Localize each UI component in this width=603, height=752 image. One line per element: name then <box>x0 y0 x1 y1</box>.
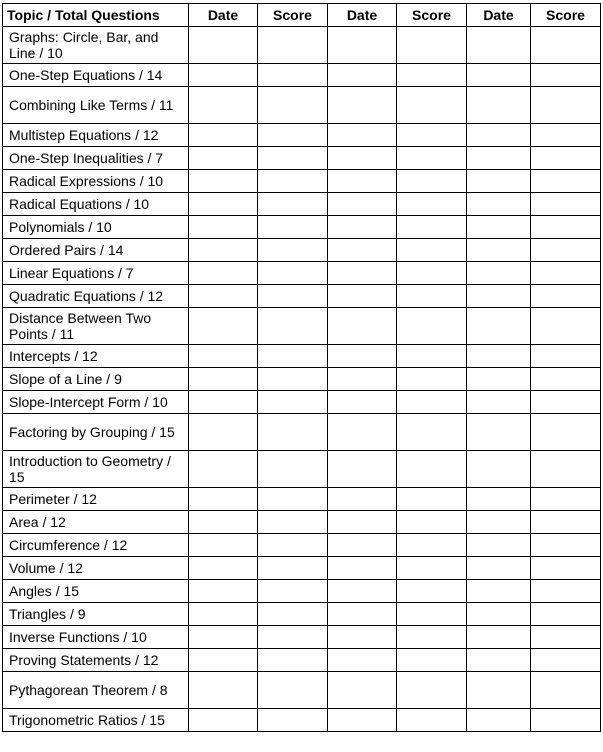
date-cell-1[interactable] <box>189 580 258 603</box>
date-cell-1[interactable] <box>189 239 258 262</box>
table-row <box>3 239 601 262</box>
date-cell-3[interactable] <box>467 534 531 557</box>
table-row <box>3 709 601 732</box>
date-cell-1[interactable] <box>189 87 258 124</box>
topic-cell: Area / 12 <box>3 511 189 534</box>
score-header-3: Score <box>531 4 601 27</box>
header-row <box>3 4 601 27</box>
score-cell-3[interactable] <box>531 534 601 557</box>
date-cell-3[interactable] <box>467 603 531 626</box>
score-cell-1[interactable] <box>258 709 328 732</box>
score-cell-1[interactable] <box>258 580 328 603</box>
date-cell-1[interactable] <box>189 64 258 87</box>
date-cell-3[interactable] <box>467 27 531 64</box>
score-cell-3[interactable] <box>531 216 601 239</box>
topic-cell: Graphs: Circle, Bar, and Line / 10 <box>3 27 189 64</box>
score-cell-2[interactable] <box>397 368 467 391</box>
table-row <box>3 368 601 391</box>
date-cell-2[interactable] <box>328 709 397 732</box>
score-cell-3[interactable] <box>531 580 601 603</box>
date-cell-1[interactable] <box>189 534 258 557</box>
score-cell-2[interactable] <box>397 672 467 709</box>
date-cell-2[interactable] <box>328 580 397 603</box>
score-cell-2[interactable] <box>397 239 467 262</box>
score-cell-2[interactable] <box>397 649 467 672</box>
score-header-1: Score <box>258 4 328 27</box>
score-cell-2[interactable] <box>397 147 467 170</box>
date-cell-1[interactable] <box>189 368 258 391</box>
score-cell-1[interactable] <box>258 534 328 557</box>
topic-cell: Volume / 12 <box>3 557 189 580</box>
score-cell-3[interactable] <box>531 27 601 64</box>
table-row <box>3 87 601 124</box>
score-cell-1[interactable] <box>258 345 328 368</box>
topic-cell: Introduction to Geometry / 15 <box>3 451 189 488</box>
date-cell-3[interactable] <box>467 170 531 193</box>
date-cell-3[interactable] <box>467 147 531 170</box>
score-cell-1[interactable] <box>258 308 328 345</box>
date-cell-3[interactable] <box>467 368 531 391</box>
score-cell-1[interactable] <box>258 239 328 262</box>
score-cell-1[interactable] <box>258 64 328 87</box>
score-cell-1[interactable] <box>258 285 328 308</box>
score-cell-1[interactable] <box>258 451 328 488</box>
score-cell-1[interactable] <box>258 193 328 216</box>
score-cell-3[interactable] <box>531 626 601 649</box>
topic-score-table <box>2 3 601 732</box>
score-cell-2[interactable] <box>397 262 467 285</box>
score-cell-2[interactable] <box>397 285 467 308</box>
date-cell-3[interactable] <box>467 193 531 216</box>
date-cell-1[interactable] <box>189 709 258 732</box>
score-cell-3[interactable] <box>531 511 601 534</box>
score-cell-2[interactable] <box>397 488 467 511</box>
date-cell-3[interactable] <box>467 672 531 709</box>
date-cell-2[interactable] <box>328 87 397 124</box>
score-cell-2[interactable] <box>397 216 467 239</box>
score-cell-2[interactable] <box>397 87 467 124</box>
score-cell-1[interactable] <box>258 216 328 239</box>
score-cell-2[interactable] <box>397 534 467 557</box>
date-cell-1[interactable] <box>189 488 258 511</box>
table-row <box>3 649 601 672</box>
table-row <box>3 557 601 580</box>
date-cell-1[interactable] <box>189 345 258 368</box>
score-header-2: Score <box>397 4 467 27</box>
table-row <box>3 391 601 414</box>
date-cell-3[interactable] <box>467 124 531 147</box>
table-row <box>3 64 601 87</box>
score-cell-1[interactable] <box>258 414 328 451</box>
score-cell-2[interactable] <box>397 193 467 216</box>
table-row <box>3 124 601 147</box>
score-cell-3[interactable] <box>531 649 601 672</box>
score-cell-2[interactable] <box>397 27 467 64</box>
score-cell-3[interactable] <box>531 87 601 124</box>
score-cell-3[interactable] <box>531 451 601 488</box>
topic-cell: Trigonometric Ratios / 15 <box>3 709 189 732</box>
table-row <box>3 603 601 626</box>
date-cell-3[interactable] <box>467 626 531 649</box>
date-cell-1[interactable] <box>189 170 258 193</box>
date-cell-2[interactable] <box>328 451 397 488</box>
table-row <box>3 285 601 308</box>
score-cell-1[interactable] <box>258 124 328 147</box>
topic-cell: Combining Like Terms / 11 <box>3 87 189 124</box>
date-cell-2[interactable] <box>328 557 397 580</box>
table-row <box>3 216 601 239</box>
topic-cell: Factoring by Grouping / 15 <box>3 414 189 451</box>
topic-cell: One-Step Equations / 14 <box>3 64 189 87</box>
score-cell-3[interactable] <box>531 308 601 345</box>
date-cell-3[interactable] <box>467 64 531 87</box>
table-row <box>3 262 601 285</box>
date-cell-1[interactable] <box>189 672 258 709</box>
date-cell-1[interactable] <box>189 626 258 649</box>
date-cell-3[interactable] <box>467 87 531 124</box>
table-row <box>3 308 601 345</box>
score-cell-2[interactable] <box>397 580 467 603</box>
table-row <box>3 27 601 64</box>
score-cell-3[interactable] <box>531 285 601 308</box>
table-row <box>3 345 601 368</box>
score-cell-3[interactable] <box>531 345 601 368</box>
score-cell-3[interactable] <box>531 170 601 193</box>
date-cell-2[interactable] <box>328 285 397 308</box>
date-cell-3[interactable] <box>467 451 531 488</box>
table-row <box>3 451 601 488</box>
score-cell-3[interactable] <box>531 414 601 451</box>
topic-cell: Proving Statements / 12 <box>3 649 189 672</box>
table-row <box>3 147 601 170</box>
date-cell-2[interactable] <box>328 511 397 534</box>
score-cell-2[interactable] <box>397 308 467 345</box>
topic-cell: Slope-Intercept Form / 10 <box>3 391 189 414</box>
date-cell-2[interactable] <box>328 649 397 672</box>
score-cell-1[interactable] <box>258 649 328 672</box>
score-cell-2[interactable] <box>397 391 467 414</box>
score-cell-3[interactable] <box>531 64 601 87</box>
topic-cell: Angles / 15 <box>3 580 189 603</box>
date-cell-2[interactable] <box>328 239 397 262</box>
date-cell-3[interactable] <box>467 488 531 511</box>
date-cell-1[interactable] <box>189 511 258 534</box>
table-row <box>3 672 601 709</box>
date-cell-1[interactable] <box>189 193 258 216</box>
score-cell-1[interactable] <box>258 488 328 511</box>
score-cell-3[interactable] <box>531 239 601 262</box>
score-cell-2[interactable] <box>397 603 467 626</box>
date-cell-2[interactable] <box>328 64 397 87</box>
date-cell-2[interactable] <box>328 124 397 147</box>
date-cell-1[interactable] <box>189 391 258 414</box>
date-cell-3[interactable] <box>467 391 531 414</box>
date-cell-2[interactable] <box>328 262 397 285</box>
date-cell-3[interactable] <box>467 262 531 285</box>
score-cell-1[interactable] <box>258 170 328 193</box>
score-cell-3[interactable] <box>531 147 601 170</box>
topic-cell: Radical Expressions / 10 <box>3 170 189 193</box>
date-cell-3[interactable] <box>467 239 531 262</box>
date-cell-1[interactable] <box>189 414 258 451</box>
topic-cell: Circumference / 12 <box>3 534 189 557</box>
date-cell-2[interactable] <box>328 368 397 391</box>
score-cell-2[interactable] <box>397 511 467 534</box>
date-cell-3[interactable] <box>467 649 531 672</box>
score-cell-1[interactable] <box>258 557 328 580</box>
score-cell-2[interactable] <box>397 414 467 451</box>
score-cell-2[interactable] <box>397 170 467 193</box>
score-cell-3[interactable] <box>531 368 601 391</box>
date-cell-3[interactable] <box>467 580 531 603</box>
topic-cell: Distance Between Two Points / 11 <box>3 308 189 345</box>
date-cell-1[interactable] <box>189 124 258 147</box>
table-row <box>3 414 601 451</box>
date-cell-3[interactable] <box>467 709 531 732</box>
score-cell-2[interactable] <box>397 124 467 147</box>
date-cell-1[interactable] <box>189 603 258 626</box>
date-cell-1[interactable] <box>189 27 258 64</box>
score-cell-3[interactable] <box>531 709 601 732</box>
table-row <box>3 511 601 534</box>
score-cell-2[interactable] <box>397 64 467 87</box>
topic-cell: Inverse Functions / 10 <box>3 626 189 649</box>
topic-cell: Multistep Equations / 12 <box>3 124 189 147</box>
topic-cell: One-Step Inequalities / 7 <box>3 147 189 170</box>
date-cell-2[interactable] <box>328 216 397 239</box>
score-cell-1[interactable] <box>258 27 328 64</box>
date-cell-3[interactable] <box>467 308 531 345</box>
date-cell-2[interactable] <box>328 626 397 649</box>
score-cell-1[interactable] <box>258 511 328 534</box>
date-cell-1[interactable] <box>189 649 258 672</box>
score-cell-2[interactable] <box>397 709 467 732</box>
date-cell-1[interactable] <box>189 216 258 239</box>
score-cell-1[interactable] <box>258 672 328 709</box>
topic-header: Topic / Total Questions <box>3 4 189 27</box>
date-cell-2[interactable] <box>328 534 397 557</box>
score-cell-1[interactable] <box>258 603 328 626</box>
date-cell-2[interactable] <box>328 27 397 64</box>
date-cell-2[interactable] <box>328 193 397 216</box>
topic-cell: Quadratic Equations / 12 <box>3 285 189 308</box>
date-cell-2[interactable] <box>328 603 397 626</box>
date-cell-2[interactable] <box>328 672 397 709</box>
score-cell-2[interactable] <box>397 557 467 580</box>
date-cell-1[interactable] <box>189 262 258 285</box>
topic-cell: Slope of a Line / 9 <box>3 368 189 391</box>
date-header-3: Date <box>467 4 531 27</box>
date-cell-1[interactable] <box>189 308 258 345</box>
score-cell-3[interactable] <box>531 124 601 147</box>
table-row <box>3 534 601 557</box>
score-cell-3[interactable] <box>531 603 601 626</box>
date-cell-2[interactable] <box>328 488 397 511</box>
topic-cell: Intercepts / 12 <box>3 345 189 368</box>
table-row <box>3 193 601 216</box>
score-cell-2[interactable] <box>397 345 467 368</box>
date-cell-3[interactable] <box>467 216 531 239</box>
topic-cell: Radical Equations / 10 <box>3 193 189 216</box>
score-cell-1[interactable] <box>258 147 328 170</box>
score-cell-2[interactable] <box>397 451 467 488</box>
date-cell-1[interactable] <box>189 557 258 580</box>
score-cell-1[interactable] <box>258 626 328 649</box>
date-cell-2[interactable] <box>328 308 397 345</box>
date-cell-1[interactable] <box>189 285 258 308</box>
topic-cell: Ordered Pairs / 14 <box>3 239 189 262</box>
date-cell-1[interactable] <box>189 147 258 170</box>
table-row <box>3 488 601 511</box>
score-cell-1[interactable] <box>258 87 328 124</box>
table-row <box>3 626 601 649</box>
score-cell-1[interactable] <box>258 262 328 285</box>
topic-cell: Pythagorean Theorem / 8 <box>3 672 189 709</box>
topic-cell: Linear Equations / 7 <box>3 262 189 285</box>
date-header-2: Date <box>328 4 397 27</box>
score-cell-3[interactable] <box>531 391 601 414</box>
date-cell-2[interactable] <box>328 147 397 170</box>
date-cell-1[interactable] <box>189 451 258 488</box>
table-row <box>3 580 601 603</box>
date-cell-2[interactable] <box>328 391 397 414</box>
date-cell-3[interactable] <box>467 557 531 580</box>
score-cell-3[interactable] <box>531 193 601 216</box>
date-cell-3[interactable] <box>467 345 531 368</box>
score-cell-3[interactable] <box>531 672 601 709</box>
date-cell-3[interactable] <box>467 414 531 451</box>
date-cell-3[interactable] <box>467 285 531 308</box>
table-row <box>3 170 601 193</box>
topic-cell: Polynomials / 10 <box>3 216 189 239</box>
date-cell-3[interactable] <box>467 511 531 534</box>
date-cell-2[interactable] <box>328 345 397 368</box>
date-cell-2[interactable] <box>328 170 397 193</box>
score-cell-3[interactable] <box>531 262 601 285</box>
score-cell-3[interactable] <box>531 557 601 580</box>
topic-cell: Triangles / 9 <box>3 603 189 626</box>
score-cell-1[interactable] <box>258 391 328 414</box>
score-cell-2[interactable] <box>397 626 467 649</box>
date-cell-2[interactable] <box>328 414 397 451</box>
score-cell-1[interactable] <box>258 368 328 391</box>
score-cell-3[interactable] <box>531 488 601 511</box>
date-header-1: Date <box>189 4 258 27</box>
topic-cell: Perimeter / 12 <box>3 488 189 511</box>
